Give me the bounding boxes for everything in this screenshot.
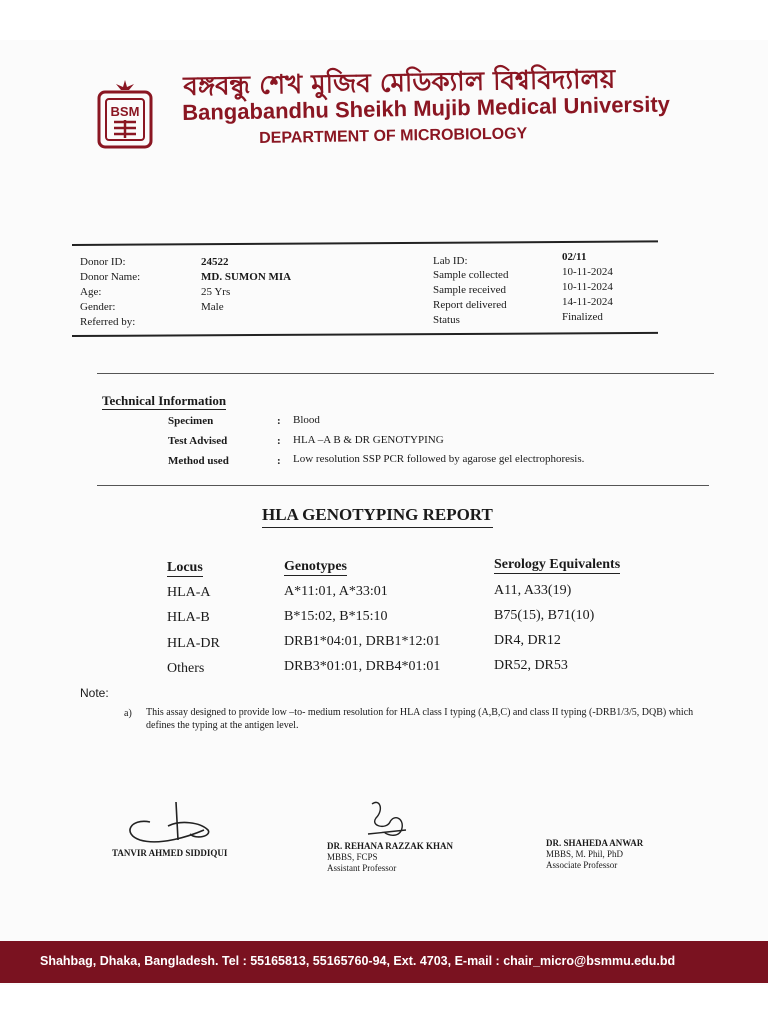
report-delivered-label: Report delivered	[433, 299, 507, 311]
serology-cell: DR4, DR12	[494, 633, 561, 648]
locus-cell: HLA-B	[167, 610, 210, 625]
signature-scribble-1	[120, 800, 220, 850]
signatory-2-name: DR. REHANA RAZZAK KHAN	[327, 841, 454, 851]
serology-cell: DR52, DR53	[494, 658, 568, 673]
signatory-1-name: TANVIR AHMED SIDDIQUI	[112, 848, 228, 858]
university-name: Bangabandhu Sheikh Mujib Medical University	[182, 91, 671, 125]
note-text: This assay designed to provide low –to- medium resolution for HLA class I typing (A,B,C) and class II typing (-DRB1/3/5, DQB) which defines the typing at the antigen level.	[146, 707, 694, 731]
lab-id-label: Lab ID:	[433, 255, 468, 267]
locus-header: Locus	[167, 560, 203, 575]
footer-contact: Shahbag, Dhaka, Bangladesh. Tel : 55165813, 55165760-94, Ext. 4703, E-mail : chair_micro@bsmmu.edu.bd	[40, 954, 676, 968]
sample-collected-label: Sample collected	[433, 269, 509, 281]
referred-by-label: Referred by:	[80, 316, 136, 328]
bottom-margin	[0, 985, 768, 1024]
locus-cell: Others	[167, 661, 205, 676]
report-delivered-value: 14-11-2024	[562, 296, 613, 308]
genotype-cell: DRB1*04:01, DRB1*12:01	[284, 634, 441, 649]
donor-name-value: MD. SUMON MIA	[201, 271, 292, 283]
genotypes-header: Genotypes	[284, 559, 347, 574]
test-advised-label: Test Advised	[168, 435, 228, 447]
status-label: Status	[433, 314, 460, 326]
technical-bottom-rule	[97, 485, 709, 486]
method-used-label: Method used	[168, 455, 229, 467]
serology-header: Serology Equivalents	[494, 557, 621, 572]
donor-id-label: Donor ID:	[80, 256, 126, 268]
top-margin	[0, 0, 768, 40]
report-title: HLA GENOTYPING REPORT	[262, 505, 493, 528]
department-name: DEPARTMENT OF MICROBIOLOGY	[259, 125, 528, 147]
colon-separator: :	[277, 435, 281, 447]
method-used-value: Low resolution SSP PCR followed by agarose gel electrophoresis.	[293, 453, 585, 465]
university-name-bangla: বঙ্গবন্ধু শেখ মুজিব মেডিক্যাল বিশ্ববিদ্যালয়	[183, 64, 616, 102]
donor-id-value: 24522	[201, 256, 229, 268]
serology-cell: A11, A33(19)	[494, 583, 572, 598]
age-label: Age:	[80, 286, 102, 298]
gender-label: Gender:	[80, 301, 116, 313]
lab-id-value: 02/11	[562, 251, 587, 263]
genotype-cell: A*11:01, A*33:01	[284, 584, 388, 599]
sample-received-label: Sample received	[433, 284, 506, 296]
sample-received-value: 10-11-2024	[562, 281, 613, 293]
status-value: Finalized	[562, 311, 603, 323]
specimen-label: Specimen	[168, 415, 214, 427]
gender-value: Male	[201, 301, 224, 313]
donor-name-label: Donor Name:	[80, 271, 141, 283]
genotype-cell: DRB3*01:01, DRB4*01:01	[284, 659, 441, 674]
logo-text: BSM	[110, 104, 140, 119]
serology-cell: B75(15), B71(10)	[494, 608, 595, 623]
university-logo	[96, 78, 154, 150]
locus-cell: HLA-A	[167, 585, 211, 600]
test-advised-value: HLA –A B & DR GENOTYPING	[293, 434, 444, 446]
colon-separator: :	[277, 455, 281, 467]
signatory-3-title: Associate Professor	[546, 860, 618, 870]
note-heading: Note:	[80, 686, 109, 700]
signatory-3-degree: MBBS, M. Phil, PhD	[546, 849, 624, 859]
technical-top-rule	[97, 373, 714, 374]
colon-separator: :	[277, 415, 281, 427]
specimen-value: Blood	[293, 414, 320, 426]
technical-info-title: Technical Information	[102, 393, 227, 408]
locus-cell: HLA-DR	[167, 636, 220, 651]
note-marker: a)	[124, 708, 132, 719]
age-value: 25 Yrs	[201, 286, 231, 298]
genotype-cell: B*15:02, B*15:10	[284, 609, 388, 624]
signatory-2-degree: MBBS, FCPS	[327, 852, 378, 862]
sample-collected-value: 10-11-2024	[562, 266, 613, 278]
signatory-3-name: DR. SHAHEDA ANWAR	[546, 838, 644, 848]
signature-scribble-2	[360, 796, 420, 844]
signatory-2-title: Assistant Professor	[327, 863, 397, 873]
